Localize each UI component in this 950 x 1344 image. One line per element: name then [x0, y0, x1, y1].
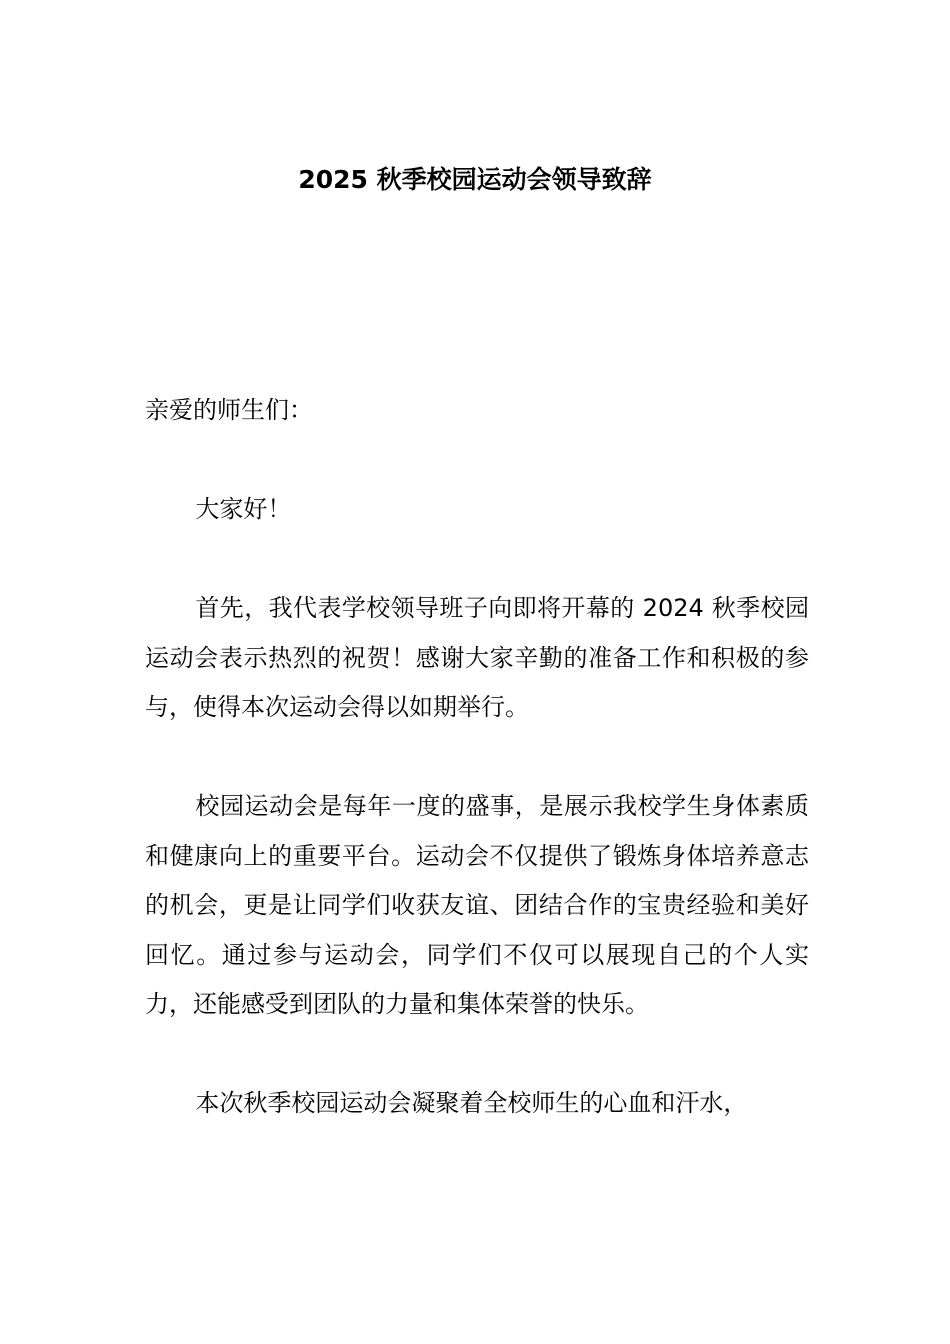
salutation: 亲爱的师生们：: [145, 396, 313, 424]
paragraph-greeting: 大家好！: [195, 495, 292, 523]
paragraph-closing-partial: 本次秋季校园运动会凝聚着全校师生的心血和汗水，: [195, 1089, 748, 1117]
paragraph-congratulations: 首先，我代表学校领导班子向即将开幕的 2024 秋季校园运动会表示热烈的祝贺！感谢大家辛勤的准备工作和积极的参与，使得本次运动会得以如期举行。: [145, 594, 809, 721]
document-body: [145, 386, 809, 1129]
document-title: 2025 秋季校园运动会领导致辞: [298, 165, 652, 194]
paragraph-significance: 校园运动会是每年一度的盛事，是展示我校学生身体素质和健康向上的重要平台。运动会不仅提供了锻炼身体培养意志的机会，更是让同学们收获友谊、团结合作的宝贵经验和美好回忆。通过参与运动会，同学们不仅可以展现自己的个人实力，还能感受到团队的力量和集体荣誉的快乐。: [145, 792, 809, 1018]
